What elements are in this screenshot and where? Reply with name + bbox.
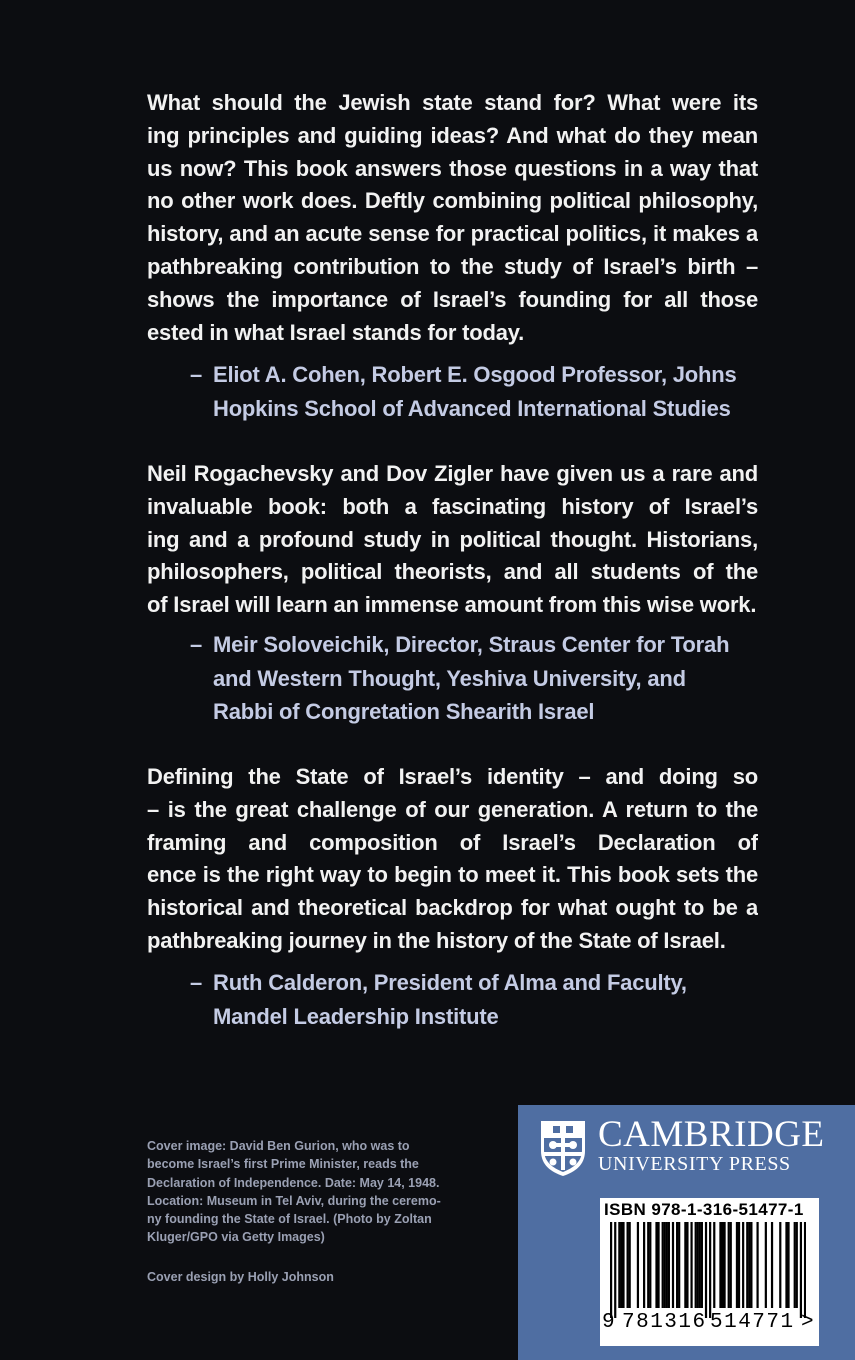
barcode-bar <box>713 1222 715 1308</box>
quote-line: ence is the right way to begin to meet it. This book sets the <box>147 862 758 888</box>
quote-line: Defining the State of Israel’s identity – and doing so <box>147 764 758 789</box>
barcode-bar <box>794 1222 796 1308</box>
quote-line: invaluable book: both a fascinating history of Israel’s <box>147 493 758 519</box>
barcode <box>600 1198 819 1346</box>
cover-design-credit <box>147 1268 457 1286</box>
barcode-bar <box>643 1222 645 1308</box>
barcode-bar <box>699 1222 701 1308</box>
blurb-3-quote <box>147 761 758 958</box>
credit-line: become Israel’s first Prime Minister, reads the <box>147 1157 419 1172</box>
barcode-bar <box>690 1222 692 1308</box>
credit-line: Declaration of Independence. Date: May 14, 1948. <box>147 1175 440 1190</box>
quote-line: philosophers, political theorists, and all students of the <box>147 559 758 585</box>
quote-line: shows the importance of Israel’s founding for all those <box>147 286 758 312</box>
barcode-left-group: 781316 <box>622 1311 707 1334</box>
blurb-3-attribution <box>190 966 750 1033</box>
barcode-bar <box>701 1222 703 1308</box>
quote-line: historical and theoretical backdrop for what ought to be a <box>147 895 758 921</box>
quote-line: ing and a profound study in political thought. Historians, <box>147 526 758 552</box>
blurb-2-attribution <box>190 628 750 729</box>
barcode-guard-bar <box>800 1222 802 1318</box>
barcode-guard-bar <box>610 1222 612 1318</box>
blurb-1-quote-text <box>147 87 758 349</box>
barcode-guard-bar <box>705 1222 707 1318</box>
cover-image-credit <box>147 1137 457 1247</box>
barcode-quiet-mark: > <box>801 1311 814 1334</box>
barcode-guard-bar <box>804 1222 806 1318</box>
barcode-bar <box>738 1222 740 1308</box>
blurb-2-quote <box>147 458 758 622</box>
quote-line: ested in what Israel stands for today. <box>147 319 525 345</box>
quote-line: Neil Rogachevsky and Dov Zigler have given us a rare and <box>147 461 758 486</box>
blurb-3-quote-text <box>147 761 758 958</box>
barcode-bar <box>746 1222 748 1308</box>
barcode-bar <box>686 1222 688 1308</box>
quote-line: What should the Jewish state stand for? What were its <box>147 90 758 115</box>
attribution-line: Hopkins School of Advanced International Studies <box>213 395 731 421</box>
barcode-bar <box>647 1222 649 1308</box>
quote-line: us now? This book answers those questions in a way that <box>147 155 758 181</box>
barcode-bar <box>678 1222 680 1308</box>
barcode-bar <box>756 1222 758 1308</box>
barcode-bar <box>657 1222 659 1308</box>
cambridge-shield-icon <box>539 1119 587 1177</box>
barcode-bar <box>620 1222 622 1308</box>
barcode-bar <box>618 1222 620 1308</box>
attribution-line: Mandel Leadership Institute <box>213 1003 499 1029</box>
barcode-bars <box>610 1222 806 1318</box>
quote-line: framing and composition of Israel’s Declaration of <box>147 829 758 855</box>
quote-line: of Israel will learn an immense amount from this wise work. <box>147 592 757 618</box>
barcode-bar <box>748 1222 750 1308</box>
quote-line: – is the great challenge of our generation. A return to the <box>147 796 758 822</box>
barcode-bar <box>750 1222 752 1308</box>
barcode-bar <box>627 1222 629 1308</box>
quote-line: pathbreaking journey in the history of the State of Israel. <box>147 927 726 953</box>
credit-line: Kluger/GPO via Getty Images) <box>147 1230 325 1245</box>
credit-line: ny founding the State of Israel. (Photo by Zoltan <box>147 1212 432 1227</box>
barcode-bar <box>736 1222 738 1308</box>
attribution-line: and Western Thought, Yeshiva University, and <box>213 665 686 691</box>
barcode-bar <box>622 1222 624 1308</box>
barcode-bar <box>676 1222 678 1308</box>
publisher-panel <box>518 1105 855 1360</box>
barcode-bar <box>697 1222 699 1308</box>
blurb-1-attribution <box>190 358 750 425</box>
quote-line: history, and an acute sense for practical politics, it makes a <box>147 221 758 247</box>
barcode-bar <box>728 1222 730 1308</box>
barcode-right-group: 514771 <box>710 1311 795 1334</box>
barcode-bar <box>695 1222 697 1308</box>
blurb-2-quote-text <box>147 458 758 622</box>
quote-line: pathbreaking contribution to the study of Israel’s birth – <box>147 253 758 279</box>
publisher-subname: UNIVERSITY PRESS <box>598 1153 791 1175</box>
publisher-name: CAMBRIDGE <box>598 1114 825 1155</box>
barcode-bar <box>666 1222 668 1308</box>
barcode-bar <box>779 1222 781 1308</box>
blurb-1-quote <box>147 87 758 349</box>
barcode-bar <box>684 1222 686 1308</box>
attribution-dash: – <box>190 362 203 387</box>
barcode-bar <box>730 1222 732 1308</box>
barcode-bar <box>771 1222 773 1308</box>
attribution-line: Eliot A. Cohen, Robert E. Osgood Professor, Johns <box>213 362 737 387</box>
attribution-line: Rabbi of Congretation Shearith Israel <box>213 699 595 724</box>
barcode-bar <box>785 1222 787 1308</box>
barcode-bar <box>662 1222 664 1308</box>
barcode-bar <box>668 1222 670 1308</box>
attribution-line: Ruth Calderon, President of Alma and Faculty, <box>213 970 687 995</box>
barcode-guard-bar <box>614 1222 616 1318</box>
barcode-bar <box>787 1222 789 1308</box>
quote-line: no other work does. Deftly combining political philosophy, <box>147 188 758 214</box>
barcode-bar <box>664 1222 666 1308</box>
credit-line: Cover image: David Ben Gurion, who was to <box>147 1139 410 1153</box>
isbn-label: ISBN 978-1-316-51477-1 <box>604 1200 804 1219</box>
barcode-bar <box>719 1222 721 1308</box>
attribution-line: Meir Soloveichik, Director, Straus Center for Torah <box>213 632 730 657</box>
barcode-bar <box>629 1222 631 1308</box>
barcode-bar <box>742 1222 744 1308</box>
barcode-bar <box>721 1222 723 1308</box>
barcode-bar <box>649 1222 651 1308</box>
barcode-bar <box>637 1222 639 1308</box>
attribution-dash: – <box>190 632 203 657</box>
attribution-dash: – <box>190 970 203 995</box>
barcode-lead-digit: 9 <box>602 1311 615 1334</box>
barcode-bar <box>672 1222 674 1308</box>
barcode-bar <box>655 1222 657 1308</box>
quote-line: ing principles and guiding ideas? And what do they mean <box>147 122 758 148</box>
barcode-bar <box>796 1222 798 1308</box>
credit-line: Location: Museum in Tel Aviv, during the ceremo- <box>147 1193 441 1208</box>
design-credit-line: Cover design by Holly Johnson <box>147 1270 334 1284</box>
barcode-bar <box>723 1222 725 1308</box>
barcode-guard-bar <box>709 1222 711 1318</box>
barcode-bar <box>765 1222 767 1308</box>
